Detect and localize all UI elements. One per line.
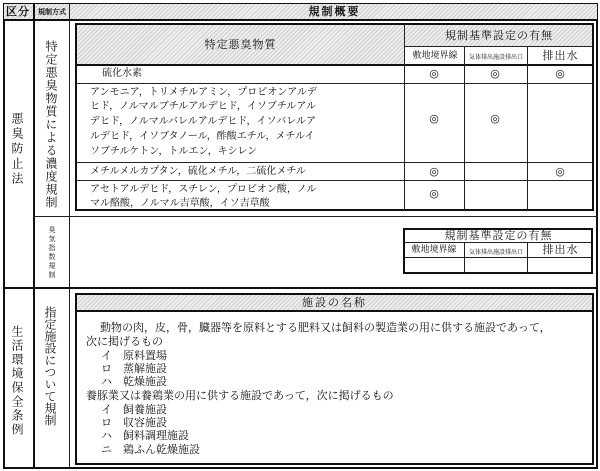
odor-col-stack: 気体排出施設排出口 — [468, 249, 523, 256]
method-concentration: 特定悪臭物質による濃度規制 — [44, 40, 58, 209]
col-stack: 気体排出施設排出口 — [468, 54, 523, 61]
mark-drain: ◎ — [555, 67, 565, 80]
substance-name: ルデヒド，イソブタノール，酢酸エチル，メチルイ — [90, 131, 315, 142]
mark-boundary: ◎ — [429, 112, 439, 125]
mark-drain: ◎ — [555, 165, 565, 178]
facility-line: 養豚業又は養鶏業の用に供する施設であって，次に掲げるもの — [86, 389, 394, 402]
facility-line: イ 飼養施設 — [101, 403, 167, 416]
substance-name: アンモニア，トリメチルアミン，プロピオンアルデ — [90, 87, 317, 98]
section-odor-law: 悪臭防止法 — [10, 112, 24, 187]
substance-name: マル酪酸，ノルマル吉草酸，イソ吉草酸 — [90, 198, 270, 209]
mark-boundary: ◎ — [429, 165, 439, 178]
substance-name: アセトアルデヒド，スチレン，プロピオン酸，ノル — [90, 184, 317, 195]
method-facility: 指定施設について規制 — [43, 306, 57, 426]
facility-line: ロ 収容施設 — [101, 416, 167, 429]
facility-title: 施設の名称 — [302, 296, 367, 309]
odor-col-boundary: 敷地境界線 — [411, 245, 457, 255]
section-env-ordinance: 生活環境保全条例 — [10, 325, 24, 437]
substance-name: 硫化水素 — [102, 68, 142, 79]
mark-stack: ◎ — [490, 67, 500, 80]
mark-boundary: ◎ — [429, 67, 439, 80]
substance-name: デヒド，ノルマルバレルアルデヒド，イソバレルア — [90, 116, 316, 127]
col-regulation-group: 規制基準設定の有無 — [445, 29, 553, 42]
col-boundary: 敷地境界線 — [412, 51, 458, 61]
facility-line: ハ 飼料調理施設 — [101, 429, 189, 442]
header-category: 区分 — [6, 5, 30, 18]
col-drain: 排出水 — [542, 49, 579, 62]
facility-line: 次に掲げるもの — [86, 335, 163, 348]
header-method: 規制方式 — [38, 8, 66, 16]
method-odor-index: 臭気指数規制 — [48, 226, 56, 280]
facility-line: イ 原料置場 — [101, 349, 167, 362]
mark-stack: ◎ — [490, 112, 500, 125]
facility-line: ロ 蒸解施設 — [101, 362, 167, 375]
substance-name: メチルメルカプタン，硫化メチル，二硫化メチル — [90, 166, 306, 177]
mark-boundary: ◎ — [429, 187, 439, 200]
facility-line: 動物の肉，皮，骨，臓器等を原料とする肥料又は飼料の製造業の用に供する施設であって， — [100, 321, 551, 334]
substance-name: ヒド，ノルマルブチルアルデヒド，イソブチルアル — [90, 101, 316, 112]
header-overview: 規制概要 — [308, 5, 361, 18]
odor-col-drain: 排出水 — [542, 243, 579, 256]
odor-col-regulation-group: 規制基準設定の有無 — [444, 229, 553, 242]
facility-line: ニ 鶏ふん乾燥施設 — [101, 443, 200, 456]
substance-name: ソブチルケトン，トルエン，キシレン — [90, 146, 258, 157]
col-substance: 特定悪臭物質 — [204, 38, 277, 51]
facility-line: ハ 乾燥施設 — [101, 375, 167, 388]
